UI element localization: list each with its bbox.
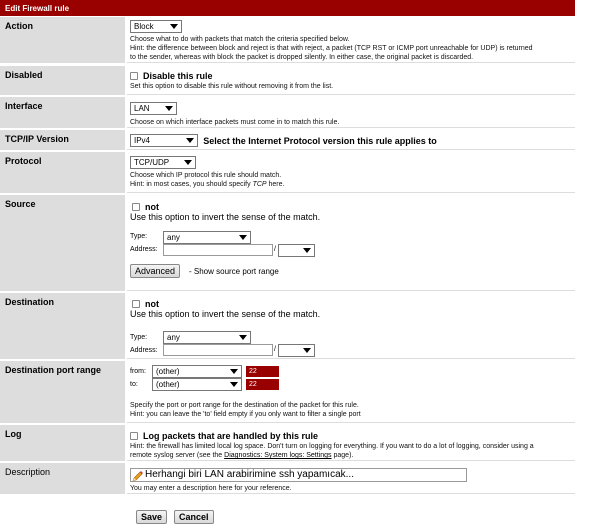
chevron-down-icon bbox=[239, 335, 247, 340]
log-label: Log bbox=[0, 425, 126, 461]
cancel-button[interactable]: Cancel bbox=[174, 510, 214, 524]
protocol-hint-1: Choose which IP protocol this rule should match. bbox=[130, 172, 282, 179]
to-port-select[interactable]: (other) bbox=[152, 378, 242, 391]
source-type-select[interactable]: any bbox=[163, 231, 251, 244]
source-slash: / bbox=[274, 246, 276, 253]
source-address-label: Address: bbox=[130, 246, 158, 253]
source-address-input[interactable] bbox=[163, 244, 273, 256]
chevron-down-icon bbox=[230, 382, 238, 387]
destination-type-select[interactable]: any bbox=[163, 331, 251, 344]
from-label: from: bbox=[130, 368, 146, 375]
dest-port-label: Destination port range bbox=[0, 361, 126, 423]
action-hint-1: Choose what to do with packets that match the criteria specified below. bbox=[130, 36, 350, 43]
destination-not-label: not bbox=[145, 299, 159, 309]
protocol-row bbox=[0, 152, 575, 194]
interface-label: Interface bbox=[0, 97, 126, 128]
destination-not-checkbox[interactable] bbox=[132, 300, 140, 308]
source-invert-text: Use this option to invert the sense of the match. bbox=[130, 212, 321, 222]
source-not-checkbox[interactable] bbox=[132, 203, 140, 211]
protocol-select[interactable]: TCP/UDP bbox=[130, 156, 196, 169]
protocol-hint-2: Hint: in most cases, you should specify TCP here. bbox=[130, 181, 285, 188]
action-select[interactable]: Block bbox=[130, 20, 182, 33]
destination-invert-text: Use this option to invert the sense of the match. bbox=[130, 309, 321, 319]
description-input[interactable]: Herhangi biri LAN arabirimine ssh yapamıcak... bbox=[130, 468, 467, 482]
destination-label: Destination bbox=[0, 293, 126, 359]
to-port-input[interactable]: 22 bbox=[246, 379, 279, 390]
destination-address-input[interactable] bbox=[163, 344, 273, 356]
ip-version-row bbox=[0, 130, 575, 151]
chevron-down-icon bbox=[239, 235, 247, 240]
interface-hint: Choose on which interface packets must come in to match this rule. bbox=[130, 119, 340, 126]
source-label: Source bbox=[0, 195, 126, 291]
save-button[interactable]: Save bbox=[136, 510, 167, 524]
dest-port-row bbox=[0, 361, 575, 424]
ip-version-description: Select the Internet Protocol version this rule applies to bbox=[203, 135, 437, 146]
advanced-button[interactable]: Advanced bbox=[130, 264, 180, 278]
source-not-label: not bbox=[145, 202, 159, 212]
disabled-hint: Set this option to disable this rule without removing it from the list. bbox=[130, 83, 334, 90]
advanced-text: - Show source port range bbox=[189, 267, 279, 276]
chevron-down-icon bbox=[186, 138, 194, 143]
log-checkbox[interactable] bbox=[130, 432, 138, 440]
chevron-down-icon bbox=[303, 248, 311, 253]
log-row bbox=[0, 425, 575, 462]
chevron-down-icon bbox=[184, 160, 192, 165]
source-row bbox=[0, 195, 575, 292]
disable-rule-checkbox[interactable] bbox=[130, 72, 138, 80]
action-row bbox=[0, 17, 575, 64]
dest-port-hint-1: Specify the port or port range for the destination of the packet for this rule. bbox=[130, 402, 359, 409]
description-row bbox=[0, 463, 575, 495]
section-title: Edit Firewall rule bbox=[0, 0, 575, 16]
log-checkbox-label: Log packets that are handled by this rule bbox=[143, 431, 319, 441]
destination-mask-select[interactable] bbox=[278, 344, 315, 357]
description-label: Description bbox=[0, 463, 126, 494]
destination-type-label: Type: bbox=[130, 334, 148, 341]
protocol-label: Protocol bbox=[0, 152, 126, 193]
action-hint-3: to the sender, whereas with block the packet is dropped silently. In either case, the original packet is discarded. bbox=[130, 54, 474, 61]
ip-version-label: TCP/IP Version bbox=[0, 130, 126, 150]
destination-row bbox=[0, 293, 575, 360]
log-hint-1: Hint: the firewall has limited local log space. Don't turn on logging for everything. If you want to do a lot of logging, consider using a bbox=[130, 443, 534, 450]
action-hint-2: Hint: the difference between block and reject is that with reject, a packet (TCP RST or ICMP port unreachable for UDP) is returned bbox=[130, 45, 533, 52]
chevron-down-icon bbox=[170, 24, 178, 29]
source-mask-select[interactable] bbox=[278, 244, 315, 257]
log-hint-2: remote syslog server (see the Diagnostics: System logs: Settings page). bbox=[130, 452, 354, 459]
disabled-label: Disabled bbox=[0, 66, 126, 95]
interface-row bbox=[0, 97, 575, 129]
disabled-row bbox=[0, 66, 575, 96]
ip-version-select[interactable]: IPv4 bbox=[130, 134, 198, 147]
syslog-settings-link[interactable]: Diagnostics: System logs: Settings bbox=[224, 452, 332, 459]
dest-port-hint-2: Hint: you can leave the 'to' field empty if you only want to filter a single port bbox=[130, 411, 361, 418]
pencil-icon bbox=[132, 470, 144, 482]
source-type-label: Type: bbox=[130, 233, 148, 240]
interface-select[interactable]: LAN bbox=[130, 102, 177, 115]
to-label: to: bbox=[130, 381, 138, 388]
chevron-down-icon bbox=[165, 106, 173, 111]
from-port-select[interactable]: (other) bbox=[152, 365, 242, 378]
disable-rule-label: Disable this rule bbox=[143, 71, 213, 81]
destination-slash: / bbox=[274, 346, 276, 353]
chevron-down-icon bbox=[303, 348, 311, 353]
destination-address-label: Address: bbox=[130, 347, 158, 354]
from-port-input[interactable]: 22 bbox=[246, 366, 279, 377]
description-hint: You may enter a description here for your reference. bbox=[130, 485, 292, 492]
chevron-down-icon bbox=[230, 369, 238, 374]
action-label: Action bbox=[0, 17, 126, 63]
